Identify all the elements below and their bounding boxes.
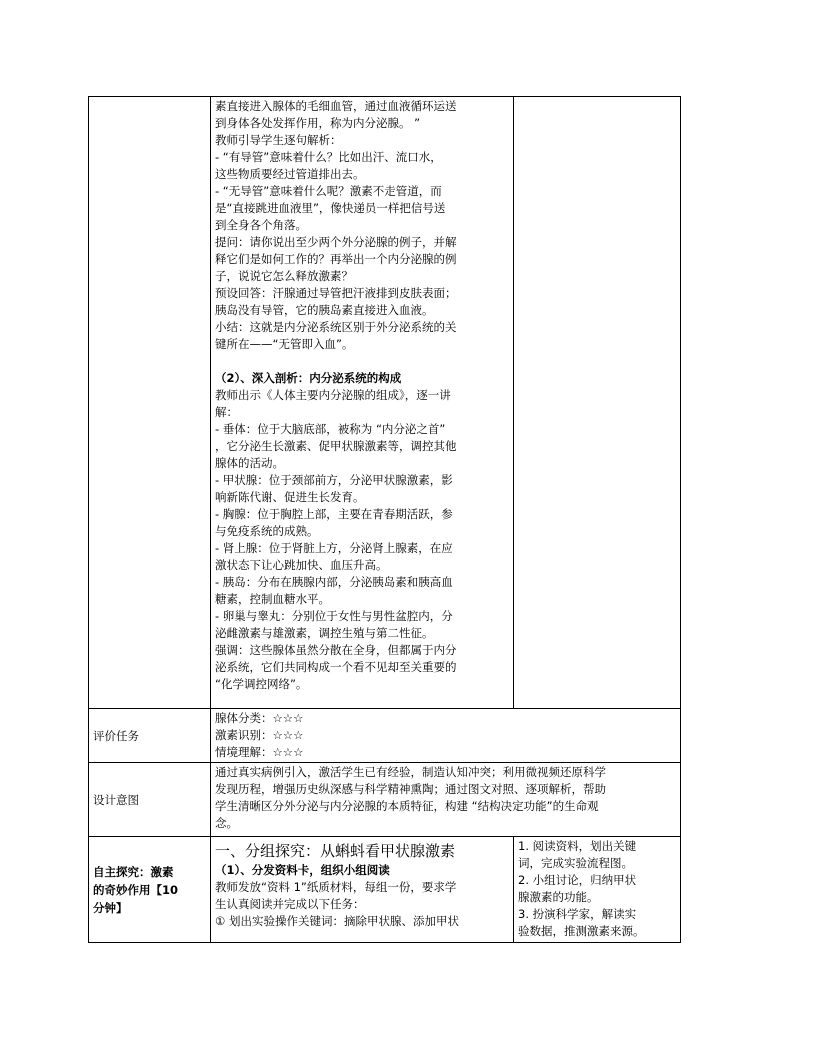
text-line: 生认真阅读并完成以下任务： [215, 897, 365, 911]
self-exploration-label-text [93, 863, 206, 917]
text-line: 提问：请你说出至少两个外分泌腺的例子，并解 [215, 235, 457, 249]
exploration-title: 一、分组探究：从蝌蚪看甲状腺激素 [215, 842, 456, 860]
exploration-student-text [518, 838, 676, 940]
gland-explanation-text [215, 387, 509, 693]
text-line: 教师出示《人体主要内分泌腺的组成》，逐一讲 [215, 388, 451, 402]
text-line: 念。 [215, 816, 238, 830]
label-line: 的奇妙作用【10 [93, 883, 179, 897]
text-line: 预设回答：汗腺通过导管把汗液排到皮肤表面； [215, 286, 457, 300]
text-line: 胰岛没有导管，它的胰岛素直接进入血液。 [215, 303, 434, 317]
text-line: 这些物质要经过管道排出去。 [215, 167, 365, 181]
label-line: 分钟】 [93, 901, 128, 915]
text-line: - “有导管”意味着什么？比如出汗、流口水， [215, 150, 442, 164]
empty-label-cell [89, 97, 211, 709]
text-line: - 垂体：位于大脑底部，被称为 “内分泌之首” [215, 422, 446, 436]
text-line: 泌系统，它们共同构成一个看不见却至关重要的 [215, 660, 457, 674]
text-line: 教师引导学生逐句解析： [215, 133, 342, 147]
teaching-process-row [89, 97, 681, 709]
text-line: 学生清晰区分外分泌与内分泌腺的本质特征，构建 “结构决定功能”的生命观 [215, 799, 599, 813]
text-line: 释它们是如何工作的？再举出一个内分泌腺的例 [215, 252, 457, 266]
text-line: 解： [215, 405, 238, 419]
text-line: 词，完成实验流程图。 [518, 856, 633, 870]
text-line: 键所在——“无管即入血”。 [215, 337, 354, 351]
rating-context-understanding: 情境理解：☆☆☆ [215, 745, 304, 759]
exploration-teacher-cell [211, 837, 514, 943]
text-line: 小结：这就是内分泌系统区别于外分泌系统的关 [215, 320, 457, 334]
text-line: 腺激素的功能。 [518, 890, 599, 904]
text-line: 通过真实病例引入，激活学生已有经验，制造认知冲突；利用微视频还原科学 [215, 765, 606, 779]
text-line: ① 划出实验操作关键词：摘除甲状腺、添加甲状 [215, 914, 459, 928]
section-heading: （2）、深入剖析：内分泌系统的构成 [215, 371, 402, 385]
text-line: 糖素，控制血糖水平。 [215, 592, 330, 606]
text-line: 3. 扮演科学家，解读实 [518, 907, 637, 921]
rating-gland-classification: 腺体分类：☆☆☆ [215, 711, 304, 725]
text-line: 泌雌激素与雄激素，调控生殖与第二性征。 [215, 626, 434, 640]
rating-hormone-identification: 激素识别：☆☆☆ [215, 728, 304, 742]
evaluation-content [211, 709, 681, 763]
text-line: 到全身各个角落。 [215, 218, 307, 232]
lesson-plan-page [88, 96, 680, 943]
exploration-subheading: （1）、分发资料卡，组织小组阅读 [215, 863, 390, 877]
exploration-student-cell [514, 837, 681, 943]
text-line: - 甲状腺：位于颈部前方，分泌甲状腺激素，影 [215, 473, 453, 487]
student-activity-cell [514, 97, 681, 709]
self-exploration-label [89, 837, 211, 943]
teacher-activity-cell [211, 97, 514, 709]
text-line: 素直接进入腺体的毛细血管，通过血液循环运送 [215, 99, 457, 113]
text-line: - 肾上腺：位于肾脏上方，分泌肾上腺素，在应 [215, 541, 453, 555]
evaluation-row [89, 709, 681, 763]
teacher-activity-text [215, 98, 509, 353]
text-line: - 卵巢与睾丸：分别位于女性与男性盆腔内，分 [215, 609, 453, 623]
text-line: 子，说说它怎么释放激素？ [215, 269, 353, 283]
text-line: - 胸腺：位于胸腔上部，主要在青春期活跃，参 [215, 507, 453, 521]
text-line: 2. 小组讨论，归纳甲状 [518, 873, 637, 887]
text-line: - “无导管”意味着什么呢？激素不走管道，而 [215, 184, 442, 198]
text-line: 验数据，推测激素来源。 [518, 924, 645, 938]
design-intent-row [89, 763, 681, 837]
text-line: 响新陈代谢、促进生长发育。 [215, 490, 365, 504]
text-line: 腺体的活动。 [215, 456, 284, 470]
design-intent-content [211, 763, 681, 837]
text-line: “化学调控网络”。 [215, 677, 308, 691]
text-line: 教师发放“资料 1”纸质材料，每组一份，要求学 [215, 880, 457, 894]
design-intent-label: 设计意图 [89, 763, 211, 837]
text-line: 与免疫系统的成熟。 [215, 524, 319, 538]
text-line: 1. 阅读资料，划出关键 [518, 839, 637, 853]
evaluation-label: 评价任务 [89, 709, 211, 763]
lesson-plan-table [88, 96, 681, 943]
text-line: 发现历程，增强历史纵深感与科学精神熏陶；通过图文对照、逐项解析，帮助 [215, 782, 606, 796]
label-line: 自主探究：激素 [93, 865, 174, 879]
text-line: 到身体各处发挥作用，称为内分泌腺。 ” [215, 116, 421, 130]
self-exploration-row [89, 837, 681, 943]
text-line: ，它分泌生长激素、促甲状腺激素等，调控其他 [215, 439, 457, 453]
text-line: - 胰岛：分布在胰腺内部，分泌胰岛素和胰高血 [215, 575, 453, 589]
text-line: 激状态下让心跳加快、血压升高。 [215, 558, 388, 572]
design-intent-text [215, 764, 676, 832]
exploration-teacher-text [215, 879, 509, 930]
text-line: 强调：这些腺体虽然分散在全身，但都属于内分 [215, 643, 457, 657]
text-line: 是“直接跳进血液里”，像快递员一样把信号送 [215, 201, 446, 215]
